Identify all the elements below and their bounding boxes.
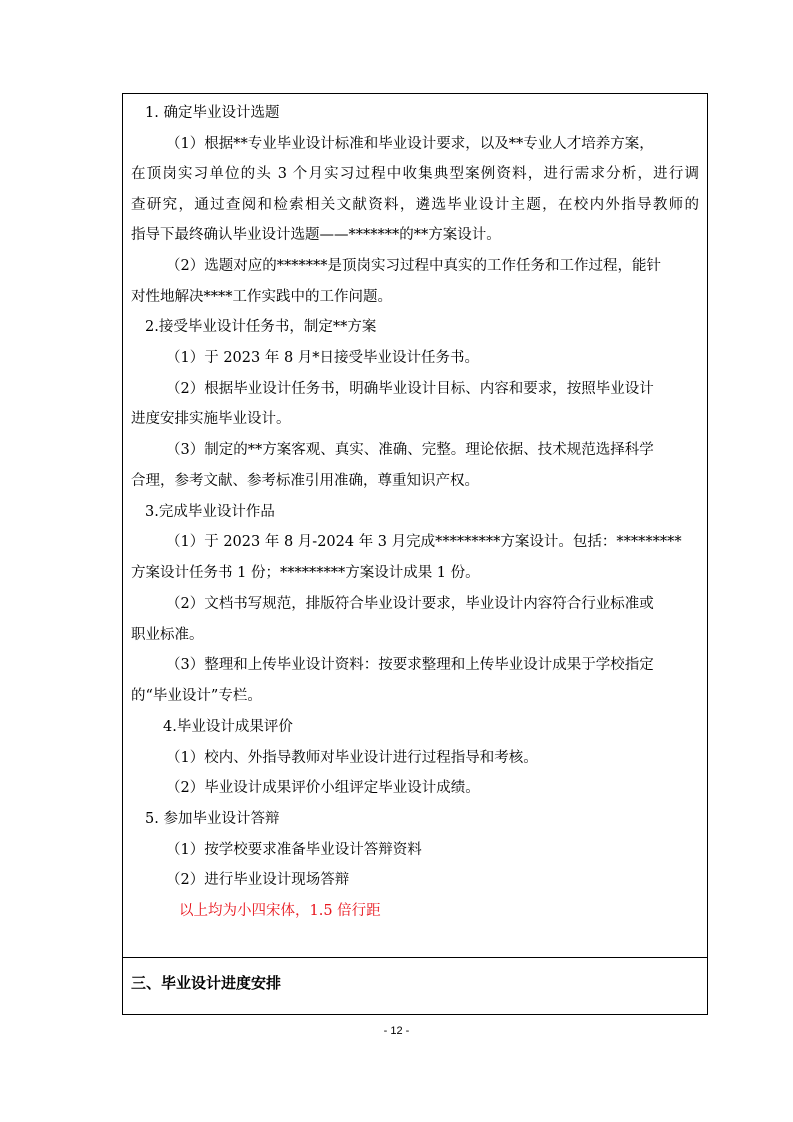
step-3-item-2-cont: 职业标准。 (131, 627, 204, 643)
step-5-item-2: （2）进行毕业设计现场答辩 (166, 872, 350, 888)
step-1-item-1: （1）根据**专业毕业设计标准和毕业设计要求，以及**专业人才培养方案， (166, 136, 654, 152)
step-2-item-3-cont: 合理，参考文献、参考标准引用准确，尊重知识产权。 (131, 473, 479, 489)
step-3-item-1-cont: 方案设计任务书 1 份；*********方案设计成果 1 份。 (131, 565, 480, 581)
step-1-item-1-cont: 在顶岗实习单位的头 3 个月实习过程中收集典型案例资料，进行需求分析，进行调 (131, 166, 699, 182)
step-4-item-2: （2）毕业设计成果评价小组评定毕业设计成绩。 (166, 780, 480, 796)
step-4-title: 4.毕业设计成果评价 (163, 719, 293, 735)
step-3-item-3-cont: 的“毕业设计”专栏。 (131, 688, 262, 704)
step-2-item-1: （1）于 2023 年 8 月*日接受毕业设计任务书。 (166, 350, 480, 366)
step-3-item-3: （3）整理和上传毕业设计资料：按要求整理和上传毕业设计成果于学校指定 (166, 657, 654, 673)
step-2-title: 2.接受毕业设计任务书，制定**方案 (145, 319, 377, 335)
section-header-schedule: 三、毕业设计进度安排 (131, 974, 282, 992)
page-number: - 12 - (383, 1025, 410, 1037)
step-5-item-1: （1）按学校要求准备毕业设计答辩资料 (166, 842, 422, 858)
step-1-item-2-cont: 对性地解决****工作实践中的工作问题。 (131, 289, 392, 305)
step-1-item-1-cont: 指导下最终确认毕业设计选题——*******的**方案设计。 (131, 227, 501, 243)
step-2-item-2-cont: 进度安排实施毕业设计。 (131, 411, 291, 427)
step-5-title: 5. 参加毕业设计答辩 (145, 811, 280, 827)
step-4-item-1: （1）校内、外指导教师对毕业设计进行过程指导和考核。 (166, 750, 538, 766)
content-table (122, 93, 708, 1015)
step-3-title: 3.完成毕业设计作品 (145, 504, 275, 520)
step-2-item-2: （2）根据毕业设计任务书，明确毕业设计目标、内容和要求，按照毕业设计 (166, 381, 654, 397)
step-2-item-3: （3）制定的**方案客观、真实、准确、完整。理论依据、技术规范选择科学 (166, 442, 654, 458)
step-3-item-2: （2）文档书写规范，排版符合毕业设计要求，毕业设计内容符合行业标准或 (166, 596, 654, 612)
step-1-item-1-cont: 查研究，通过查阅和检索相关文献资料，遴选毕业设计主题，在校内外指导教师的 (131, 197, 699, 213)
step-1-title: 1. 确定毕业设计选题 (145, 105, 280, 121)
step-3-item-1: （1）于 2023 年 8 月-2024 年 3 月完成*********方案设计。包括：********* (166, 534, 682, 550)
format-note: 以上均为小四宋体，1.5 倍行距 (179, 903, 381, 919)
plan-section-body (123, 94, 707, 958)
step-1-item-2: （2）选题对应的*******是顶岗实习过程中真实的工作任务和工作过程，能针 (166, 258, 661, 274)
